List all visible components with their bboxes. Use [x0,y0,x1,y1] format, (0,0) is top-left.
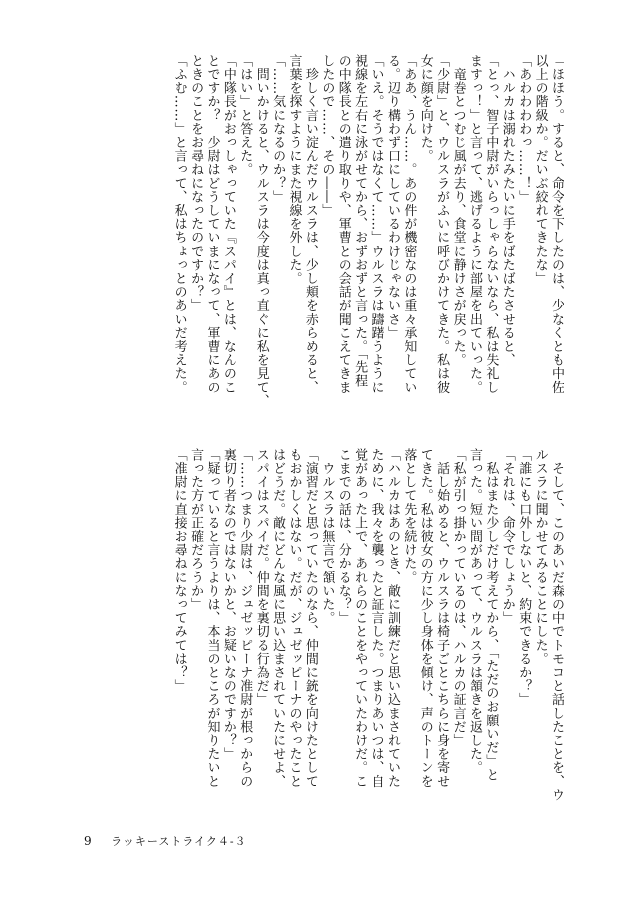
text-line: 言った方が正確だろうか」 [188,448,204,612]
text-line: 覚があった上で、あれらのことをやっていたわけだ。こ [352,448,368,788]
text-line: 「はい」と答えた。 [237,54,253,177]
text-line: 「ハルカはあのとき、敵に訓練だと思い込まされていた [384,448,400,788]
text-line: 「少尉」と、ウルスラがふいに呼びかけてきた。私は彼 [434,54,450,394]
text-line: はどうだ。敵にどんな風に思い込まされていたにせよ、 [270,448,286,788]
text-line: 落として先を続けた。 [401,448,417,584]
text-block-upper [84,54,564,409]
text-line: 「中隊長がおっしゃっていた『スパイ』とは、なんのこ [220,54,236,394]
text-line: 女に顔を向けた。 [417,54,433,163]
page-footer [84,833,247,849]
text-line: ますっ！」と言って、逃げるように部屋を出ていった。 [466,54,482,394]
text-block-lower [84,448,564,803]
text-line: 「准尉に直接お尋ねになってみては？」 [171,448,187,693]
text-line: 「とっ、智子中尉がいらっしゃらないなら、私は失礼し [483,54,499,394]
text-line: そして、このあいだ森の中でトモコと話したことを、ウ [549,448,564,802]
text-line: ウルスラは無言で頷いた。 [319,448,335,625]
text-line: 「誰にも口外しないと、約束できるか？」 [516,448,532,707]
text-line: もおかしくはない。だが、ジュゼッピーナのやったこと [286,448,302,788]
text-line: 「……気になるのか？」 [270,54,286,204]
text-line: 裏切り者なのではないかと、お疑いなのですか？」 [220,448,236,761]
text-line: 「いえ。そうではなくて……」ウルスラは躊躇うように [368,54,384,394]
page-number: 9 [84,834,93,848]
text-line: 話し始めると、ウルスラは椅子ごとこちらに身を寄せ [434,448,450,788]
text-line: 「あわわわわっ……！」 [516,54,532,204]
text-line: 言葉を探すようにまた視線を外した。 [286,54,302,286]
text-line: ルスラに聞かせてみることにした。 [532,448,548,666]
text-line: とですか？ 少尉はどうしていまになって、軍曹にあの [204,54,220,394]
running-title: ラッキーストライク４-３ [111,835,247,848]
text-line: 竜巻とつむじ風が去り、食堂に静けさが戻った。 [450,54,466,367]
text-line: 「それは、命令でしょうか」 [499,448,515,625]
text-line: こまでの話は、分かるな？」 [335,448,351,625]
text-line: したので……、その――」 [319,54,335,218]
text-line: 「疑っていると言うよりは、本当のところが知りたいと [204,448,220,788]
text-line: 私はまた少しだけ考えてから、「ただのお願いだ」と [483,448,499,782]
text-line: 「ああ、うん……。あの件が機密なのは重々承知してい [401,54,417,394]
text-line: 「……つまり少尉は、ジュゼッピーナ准尉が根っからの [237,448,253,788]
text-line: 珍しく言い淀んだウルスラは、少し頬を赤らめると、 [302,54,318,394]
text-line: 「演習だと思っていたのなら、仲間に銃を向けたとして [302,448,318,788]
text-line: の中隊長との遣り取りや、軍曹との会話が聞こえてきま [335,54,351,394]
text-line: ために、我々を襲ったと証言した。つまりあいつは、自 [368,448,384,788]
text-line: ハルカは溺れたみたいに手をばたばたさせると、 [499,54,515,367]
text-line: 視線を左右に泳がせてから、おずおずと言った。「先程 [352,54,368,388]
text-line: 「私が引っ掛かっているのは、ハルカの証言だ」 [450,448,466,748]
text-line: 以上の階級か。だいぶ絞れてきたな」 [532,54,548,286]
text-line: 「ほほう。すると、命令を下したのは、少なくとも中佐 [549,54,564,394]
text-line: 言った。短い間があって、ウルスラは頷きを返した。 [466,448,482,775]
text-line: 問いかけると、ウルスラは今度は真っ直ぐに私を見て、 [253,54,269,408]
text-line: スパイはスパイだ。仲間を裏切る行為だ」 [253,448,269,707]
text-line: 「ふむ……」と言って、私はちょっとのあいだ考えた。 [171,54,187,394]
text-line: る。辺り構わず口にしているわけじゃないさ」 [384,54,400,340]
text-line: てきた。私は彼女の方に少し身体を傾け、声のトーンを [417,448,433,788]
text-line: ときのことをお尋ねになったのですか？」 [188,54,204,313]
